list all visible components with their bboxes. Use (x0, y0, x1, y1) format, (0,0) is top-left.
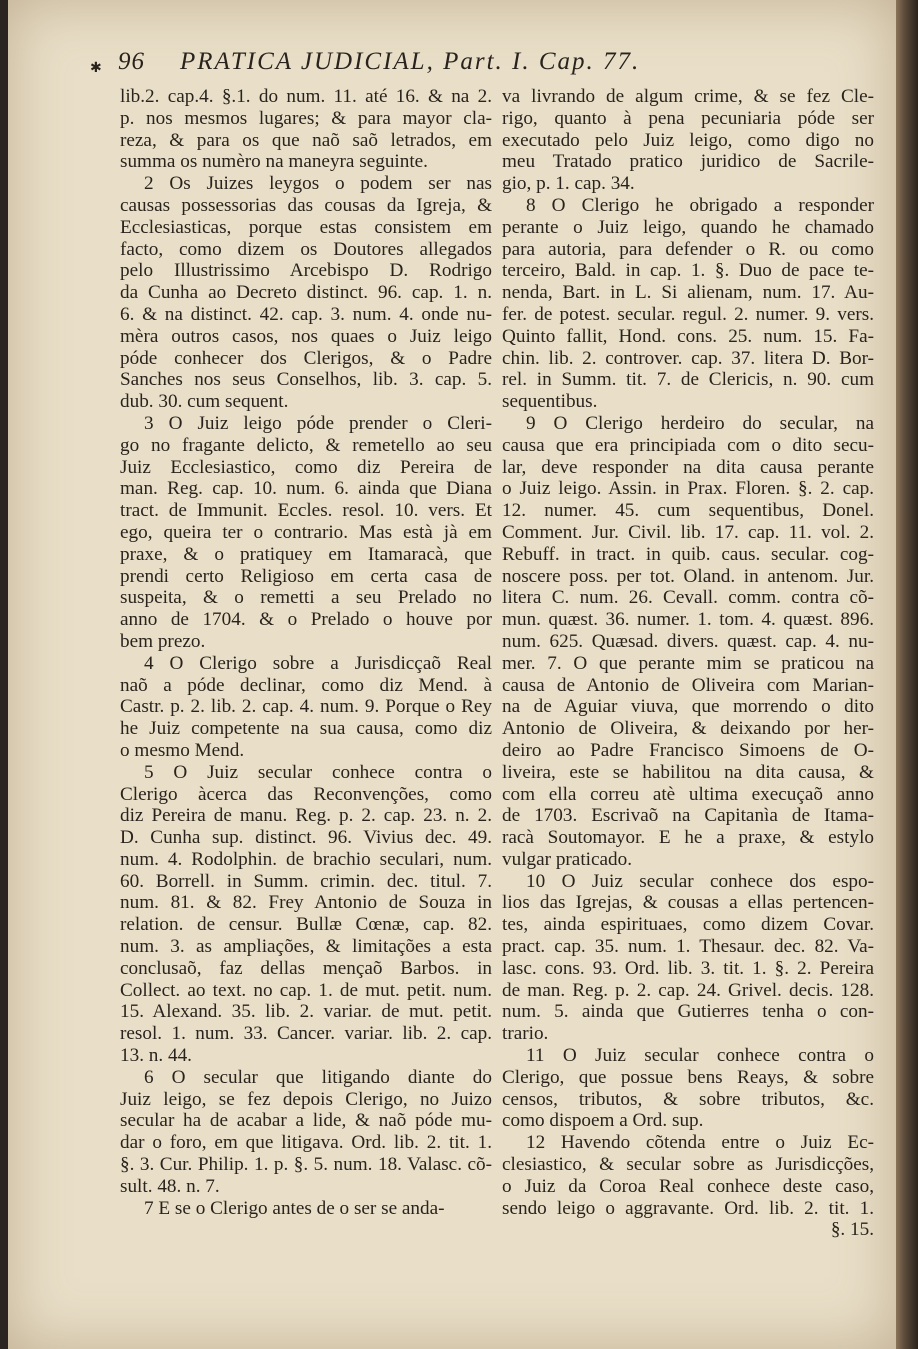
text-line: bem prezo. (120, 630, 206, 652)
text-line: sequentibus. (502, 391, 598, 413)
text-line: praxe, & o pratiquey em Itamaracà, que (120, 543, 492, 565)
text-line: Castr. p. 2. lib. 2. cap. 4. num. 9. Porque o Rey (120, 696, 492, 718)
next-page-edge (896, 0, 918, 1349)
text-line: num. 3. as ampliações, & limitações a esta (120, 936, 492, 958)
text-line: perante o Juiz leigo, quando he chamado (502, 216, 874, 238)
text-line: fer. de potest. secular. regul. 2. numer. 9. vers. (502, 303, 874, 325)
text-line: §. 15. (830, 1219, 874, 1241)
text-line: litera C. num. 26. Cevall. comm. contra cõ- (502, 587, 874, 609)
text-line: 13. n. 44. (120, 1045, 192, 1067)
text-line: de man. Reg. p. 2. cap. 24. Grivel. decis. 128. (502, 979, 874, 1001)
text-line: conclusaõ, faz dellas mençaõ Barbos. in (120, 957, 492, 979)
text-line: D. Cunha sup. distinct. 96. Vivius dec. 49. (120, 827, 492, 849)
running-title: PRATICA JUDICIAL, Part. I. Cap. 77. (180, 48, 641, 75)
text-line: diz Pereira de manu. Reg. p. 2. cap. 23. n. 2. (120, 805, 492, 827)
text-line: o mesmo Mend. (120, 739, 245, 761)
text-line: mèra outros casos, nos quaes o Juiz leigo (120, 325, 492, 347)
text-line: Juiz leigo, se fez depois Clerigo, no Juizo (120, 1088, 492, 1110)
printer-ornament-star: ✱ (90, 61, 102, 76)
text-line: 9 O Clerigo herdeiro do secular, na (526, 412, 874, 434)
text-line: anno de 1704. & o Prelado o houve por (120, 609, 492, 631)
text-line: clesiastico, & secular sobre as Jurisdicções, (502, 1154, 874, 1176)
text-line: na de Aguiar viuva, que morrendo o dito (502, 696, 874, 718)
text-line: suspeita, & o remetti a seu Prelado no (120, 587, 492, 609)
text-line: lar, deve responder na dita causa perante (502, 456, 874, 478)
running-header (118, 48, 818, 84)
text-line: 60. Borrell. in Summ. crimin. dec. titul. 7. (120, 870, 492, 892)
text-line: sult. 48. n. 7. (120, 1175, 220, 1197)
text-line: pract. cap. 35. num. 1. Thesaur. dec. 82. Va- (502, 936, 874, 958)
text-line: naõ a póde declinar, como diz Mend. à (120, 674, 492, 696)
text-line: com ella correu atè ultima execuçaõ anno (502, 783, 874, 805)
text-line: rel. in Summ. tit. 7. de Clericis, n. 90. cum (502, 369, 874, 391)
text-line: tes, ainda espirituaes, como dizem Covar. (502, 914, 874, 936)
text-line: gio, p. 1. cap. 34. (502, 173, 635, 195)
text-line: Antonio de Oliveira, & deixando por her- (502, 718, 874, 740)
text-line: 6. & na distinct. 42. cap. 3. num. 4. onde nu- (120, 303, 492, 325)
text-line: nenda, Bart. in L. Si alienam, num. 17. Au- (502, 282, 874, 304)
text-line: Sanches nos seus Conselhos, lib. 3. cap. 5. (120, 369, 492, 391)
text-line: pelo Illustrissimo Arcebispo D. Rodrigo (120, 260, 492, 282)
text-line: he Juiz competente na sua causa, como diz (120, 718, 492, 740)
text-line: causas possessorias das cousas da Igreja, & (120, 194, 492, 216)
text-line: rigo, quanto à pena pecuniaria póde ser (502, 107, 874, 129)
right-column (502, 86, 874, 1241)
text-line: 6 O secular que litigando diante do (144, 1066, 492, 1088)
book-page (8, 0, 896, 1349)
text-line: liveira, este se habilitou na dita causa, & (502, 761, 874, 783)
text-line: o Juiz leigo. Assin. in Prax. Floren. §. 2. cap. (502, 478, 874, 500)
text-line: chin. lib. 2. controver. cap. 37. litera D. Bor- (502, 347, 874, 369)
text-line: dub. 30. cum sequent. (120, 391, 289, 413)
text-line: terceiro, Bald. in cap. 1. §. Duo de pace te- (502, 260, 874, 282)
text-line: resol. 1. num. 33. Cancer. variar. lib. 2. cap. (120, 1023, 492, 1045)
text-line: man. Reg. cap. 10. num. 6. ainda que Diana (120, 478, 492, 500)
text-line: lios das Igrejas, & cousas a ellas pertencen- (502, 892, 874, 914)
text-line: Quinto fallit, Hond. cons. 25. num. 15. Fa- (502, 325, 874, 347)
text-line: tract. de Immunit. Eccles. resol. 10. vers. Et (120, 500, 492, 522)
text-line: o Juiz da Coroa Real conhece deste caso, (502, 1175, 874, 1197)
text-line: lasc. cons. 93. Ord. lib. 3. tit. 1. §. 2. Pereira (502, 957, 874, 979)
text-line: 8 O Clerigo he obrigado a responder (526, 194, 874, 216)
text-line: relation. de censur. Bullæ Cœnæ, cap. 82. (120, 914, 492, 936)
text-line: como dispoem a Ord. sup. (502, 1110, 704, 1132)
left-column (120, 86, 492, 1219)
text-line: 15. Alexand. 35. lib. 2. variar. de mut. petit. (120, 1001, 492, 1023)
text-line: go no fragante delicto, & remetello ao seu (120, 434, 492, 456)
text-line: sendo leigo o aggravante. Ord. lib. 2. tit. 1. (502, 1197, 874, 1219)
text-line: 7 E se o Clerigo antes de o ser se anda- (144, 1197, 445, 1219)
text-line: 5 O Juiz secular conhece contra o (144, 761, 492, 783)
text-line: facto, como dizem os Doutores allegados (120, 238, 492, 260)
text-line: dar o foro, em que litigava. Ord. lib. 2. tit. 1. (120, 1132, 492, 1154)
text-line: 12. numer. 45. cum sequentibus, Donel. (502, 500, 874, 522)
text-line: 3 O Juiz leigo póde prender o Cleri- (144, 412, 492, 434)
text-line: da Cunha ao Decreto distinct. 96. cap. 1. n. (120, 282, 492, 304)
text-line: p. nos mesmos lugares; & para mayor cla- (120, 107, 492, 129)
text-line: summa os numèro na maneyra seguinte. (120, 151, 428, 173)
text-line: Collect. ao text. no cap. 1. de mut. petit. num. (120, 979, 492, 1001)
text-line: ego, queira ter o contrario. Mas està jà em (120, 521, 492, 543)
text-line: num. 5. ainda que Gutierres tenha o con- (502, 1001, 874, 1023)
text-line: para autoria, para defender o R. ou como (502, 238, 874, 260)
text-line: §. 3. Cur. Philip. 1. p. §. 5. num. 18. Valasc. cõ- (120, 1154, 492, 1176)
text-line: noscere poss. per tot. Oland. in antenom. Jur. (502, 565, 874, 587)
text-line: Clerigo àcerca das Reconvenções, como (120, 783, 492, 805)
text-line: secular ha de acabar a lide, & naõ póde mu- (120, 1110, 492, 1132)
text-line: deiro ao Padre Francisco Simoens de O- (502, 739, 874, 761)
text-line: racà Soutomayor. E he a praxe, & estylo (502, 827, 874, 849)
text-line: reza, & para os que naõ saõ letrados, em (120, 129, 492, 151)
page-number: 96 (118, 48, 145, 75)
text-line: Rebuff. in tract. in quib. caus. secular. cog- (502, 543, 874, 565)
text-line: num. 81. & 82. Frey Antonio de Souza in (120, 892, 492, 914)
text-line: mun. quæst. 36. numer. 1. tom. 4. quæst. 896. (502, 609, 874, 631)
text-line: póde conhecer dos Clerigos, & o Padre (120, 347, 492, 369)
text-line: vulgar praticado. (502, 848, 632, 870)
text-line: trario. (502, 1023, 549, 1045)
text-line: 4 O Clerigo sobre a Jurisdicçaõ Real (144, 652, 492, 674)
text-line: mer. 7. O que perante mim se praticou na (502, 652, 874, 674)
text-line: 10 O Juiz secular conhece dos espo- (526, 870, 874, 892)
text-line: lib.2. cap.4. §.1. do num. 11. até 16. & na 2. (120, 86, 492, 107)
text-line: 12 Havendo cõtenda entre o Juiz Ec- (526, 1132, 874, 1154)
text-line: Ecclesiasticas, porque estas consistem em (120, 216, 492, 238)
text-line: Juiz Ecclesiastico, como diz Pereira de (120, 456, 492, 478)
text-line: num. 4. Rodolphin. de brachio seculari, num. (120, 848, 492, 870)
text-line: 11 O Juiz secular conhece contra o (526, 1045, 874, 1067)
text-line: causa que era principiada com o dito secu- (502, 434, 874, 456)
text-line: censos, tributos, & sobre tributos, &c. (502, 1088, 874, 1110)
text-line: Comment. Jur. Civil. lib. 17. cap. 11. vol. 2. (502, 521, 874, 543)
text-line: causa de Antonio de Oliveira com Marian- (502, 674, 874, 696)
text-line: executado pelo Juiz leigo, como digo no (502, 129, 874, 151)
text-line: num. 625. Quæsad. divers. quæst. cap. 4. nu- (502, 630, 874, 652)
text-line: Clerigo, que possue bens Reays, & sobre (502, 1066, 874, 1088)
text-line: 2 Os Juizes leygos o podem ser nas (144, 173, 492, 195)
text-line: meu Tratado pratico juridico de Sacrile- (502, 151, 874, 173)
text-line: va livrando de algum crime, & se fez Cle- (502, 86, 874, 107)
text-line: de 1703. Escrivaõ na Capitanìa de Itama- (502, 805, 874, 827)
text-line: prendi certo Religioso em certa casa de (120, 565, 492, 587)
